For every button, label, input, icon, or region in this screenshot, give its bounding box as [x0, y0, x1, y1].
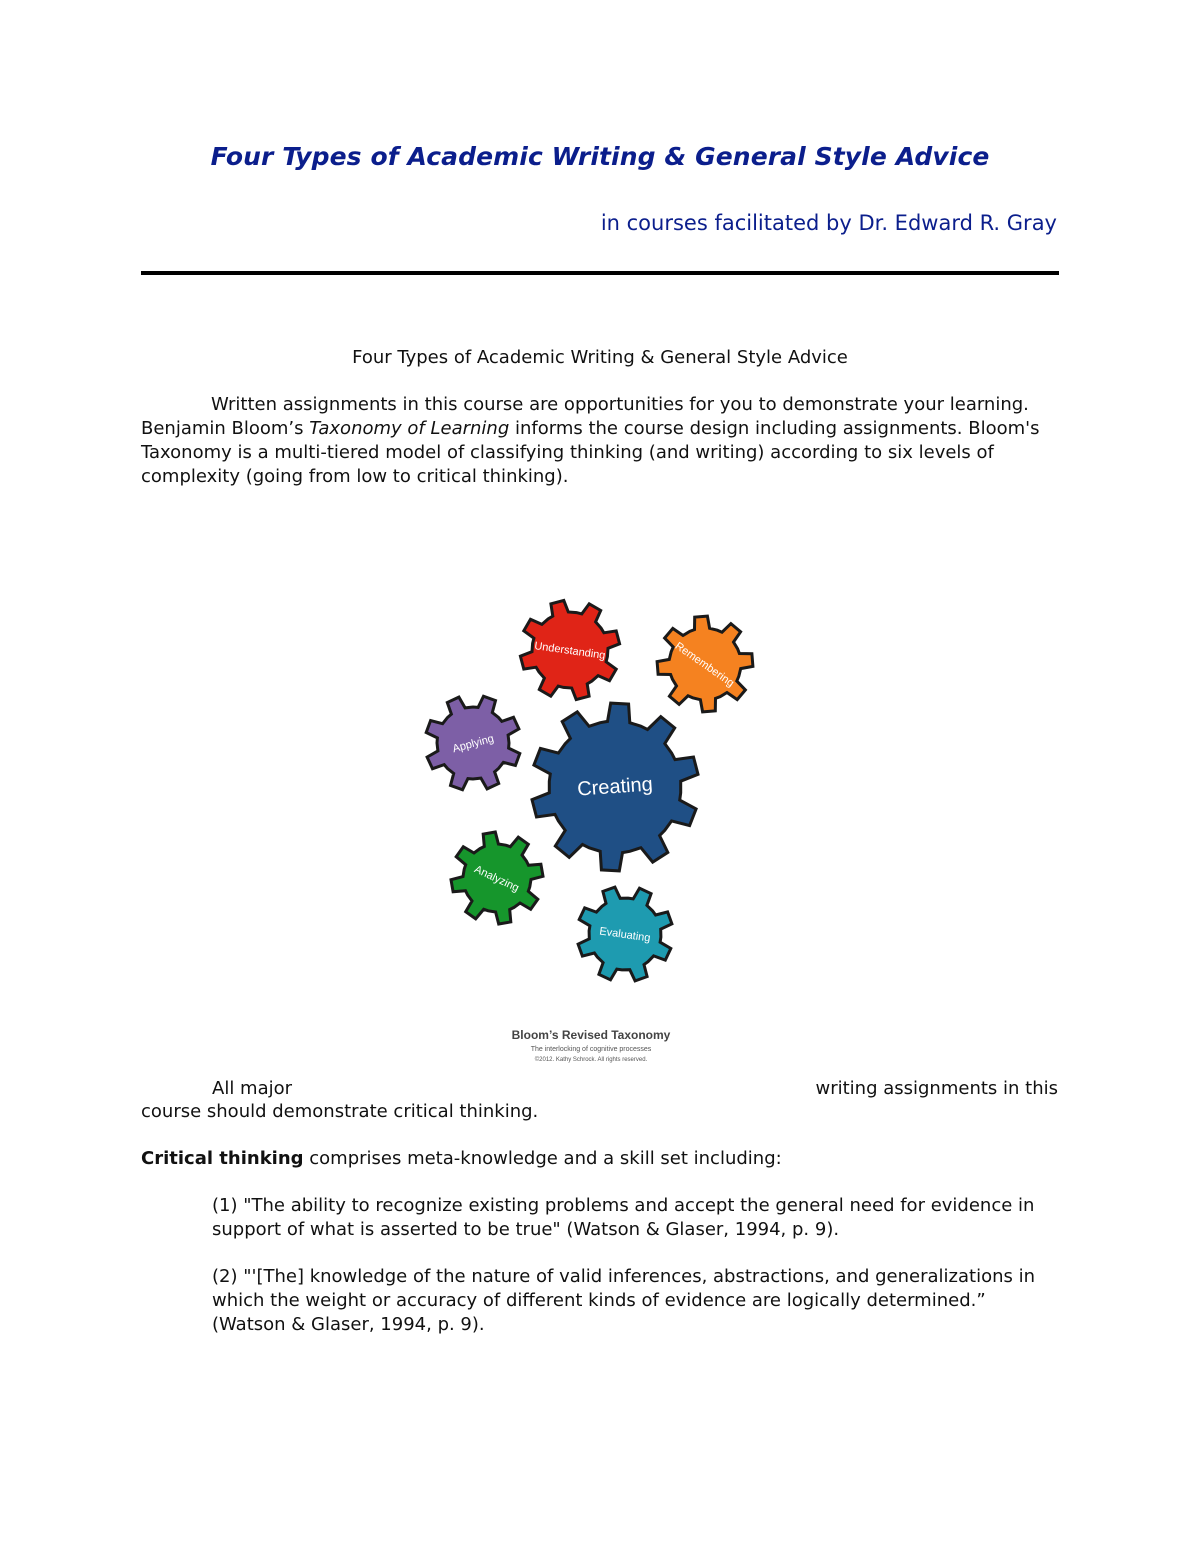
para2-end: course should demonstrate critical thinking. [141, 1101, 539, 1122]
critical-thinking-term: Critical thinking [141, 1148, 304, 1169]
document-subtitle: in courses facilitated by Dr. Edward R. Gray [600, 211, 1057, 235]
taxonomy-title: Taxonomy of Learning [309, 418, 510, 439]
critical-thinking-intro: Critical thinking comprises meta-knowledge and a skill set including: [141, 1148, 782, 1169]
section-heading: Four Types of Academic Writing & General Style Advice [352, 347, 848, 368]
figure-caption-title: Bloom’s Revised Taxonomy [511, 1028, 671, 1042]
document-title: Four Types of Academic Writing & General Style Advice [210, 142, 990, 171]
horizontal-rule [141, 271, 1059, 275]
gear-label-creating: Creating [576, 773, 654, 801]
para2-start: All major [212, 1078, 293, 1099]
gear-label-analyzing: Analyzing [472, 863, 521, 895]
list-item: (1) "The ability to recognize existing problems and accept the general need for evidence in support of what is asserted to be true" (Watson & Glaser, 1994, p. 9). [212, 1195, 1035, 1240]
intro-paragraph: Written assignments in this course are opportunities for you to demonstrate your learning. Benjamin Bloom’s Taxonomy of Learning informs the course design including assignments. Bloom's Taxonomy is a multi-tiered model of classifying thinking (and writing) according to six levels of complexity (going from low to critical thinking). [141, 394, 1040, 487]
figure-caption-copyright: ©2012. Kathy Schrock. All rights reserved. [534, 1057, 648, 1063]
gear-label-remembering: Remembering [672, 640, 737, 690]
gear-label-understanding: Understanding [533, 640, 607, 662]
para2-middle: writing assignments in this [815, 1078, 1058, 1099]
gear-label-evaluating: Evaluating [598, 925, 652, 945]
blooms-taxonomy-figure [405, 582, 795, 1072]
figure-caption-subtitle: The interlocking of cognitive processes [530, 1046, 652, 1053]
list-item: (2) "'[The] knowledge of the nature of valid inferences, abstractions, and generalizations in which the weight or accuracy of different kinds of evidence are logically determined.” (Watson & Glaser, 1994, p. 9). [212, 1266, 1036, 1335]
gear-label-applying: Applying [451, 732, 496, 756]
